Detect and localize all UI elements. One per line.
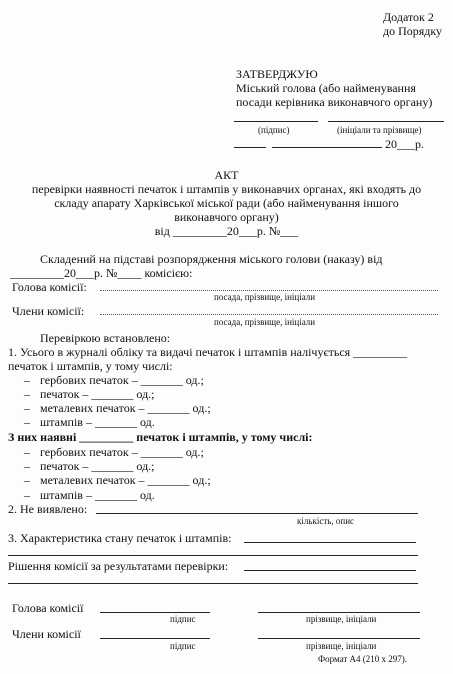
signature-line — [234, 121, 318, 122]
appendix-number: Додаток 2 — [383, 10, 434, 24]
decision-line2 — [8, 583, 418, 584]
list2-item-metal: – металевих печаток – _______ од.; — [24, 473, 211, 487]
members-signature-caption: підпис — [170, 641, 196, 651]
act-subtitle-line1: перевірки наявності печаток і штампів у виконавчих органах, які входять до — [31, 182, 422, 196]
format-note: Формат А4 (210 х 297). — [318, 654, 408, 664]
members-signature-line — [100, 638, 210, 639]
decision-label: Рішення комісії за результатами перевірки: — [8, 559, 229, 573]
list2-item-stamp: – печаток – _______ од.; — [24, 459, 155, 473]
head-signature-caption: підпис — [170, 614, 196, 624]
commission-head-line — [100, 290, 438, 291]
item3-line1 — [244, 542, 416, 543]
head-name-line — [258, 612, 420, 613]
commission-members-label: Члени комісії: — [12, 304, 85, 318]
item3-line2 — [8, 555, 418, 556]
item2-label: 2. Не виявлено: — [8, 502, 88, 516]
item1-line2: печаток і штампів, у тому числі: — [8, 359, 173, 373]
commission-members-line — [100, 314, 438, 315]
act-subtitle-line3: виконавчого органу) — [174, 210, 279, 224]
list1-item-metal: – металевих печаток – _______ од.; — [24, 401, 211, 415]
signature-caption: (підпис) — [258, 125, 290, 135]
list2-item-shtamp: – штампів – _______ од. — [24, 488, 155, 502]
members-name-line — [258, 638, 420, 639]
name-caption: (ініціали та прізвище) — [337, 125, 422, 135]
list1-item-stamp: – печаток – _______ од.; — [24, 387, 155, 401]
item1-line1: 1. Усього в журналі обліку та видачі печаток і штампів налічується _________ — [8, 345, 408, 359]
list2-item-seal: – гербових печаток – _______ од.; — [24, 445, 204, 459]
item2-caption: кількість, опис — [297, 516, 355, 526]
approval-position-line1: Міський голова (або найменування — [236, 81, 416, 95]
item2-line — [96, 513, 418, 514]
intro-line2: _________20___р. №____ комісією: — [10, 266, 193, 280]
available-line: З них наявні _________ печаток і штампів, у тому числі: — [8, 430, 313, 444]
act-subtitle-line2: складу апарату Харківської міської ради (або найменування іншого — [54, 196, 399, 210]
members-name-caption: прізвище, ініціали — [306, 641, 377, 651]
list1-item-seal: – гербових печаток – _______ од.; — [24, 373, 204, 387]
established-label: Перевіркою встановлено: — [40, 331, 171, 345]
approval-date: 20___р. — [385, 137, 424, 151]
item3-label: 3. Характеристика стану печаток і штампів: — [8, 531, 232, 545]
intro-line1: Складений на підставі розпорядження міського голови (наказу) від — [40, 252, 383, 266]
head-signature-line — [100, 612, 210, 613]
commission-head-caption: посада, прізвище, ініціали — [214, 292, 316, 302]
approval-title: ЗАТВЕРДЖУЮ — [236, 67, 318, 81]
signature-members-label: Члени комісії — [12, 627, 81, 641]
date-month-line — [272, 147, 382, 148]
date-day-line — [234, 147, 266, 148]
commission-head-label: Голова комісії: — [12, 280, 87, 294]
signature-head-label: Голова комісії — [12, 601, 84, 615]
commission-members-caption: посада, прізвище, ініціали — [214, 317, 316, 327]
decision-line1 — [244, 570, 416, 571]
appendix-reference: до Порядку — [383, 24, 443, 38]
name-line — [328, 121, 444, 122]
list1-item-shtamp: – штампів – _______ од. — [24, 415, 155, 429]
head-name-caption: прізвище, ініціали — [306, 614, 377, 624]
act-title: АКТ — [214, 168, 239, 182]
act-date-line: від _________20___р. №___ — [154, 224, 299, 238]
approval-position-line2: посади керівника виконавчого органу) — [236, 95, 433, 109]
